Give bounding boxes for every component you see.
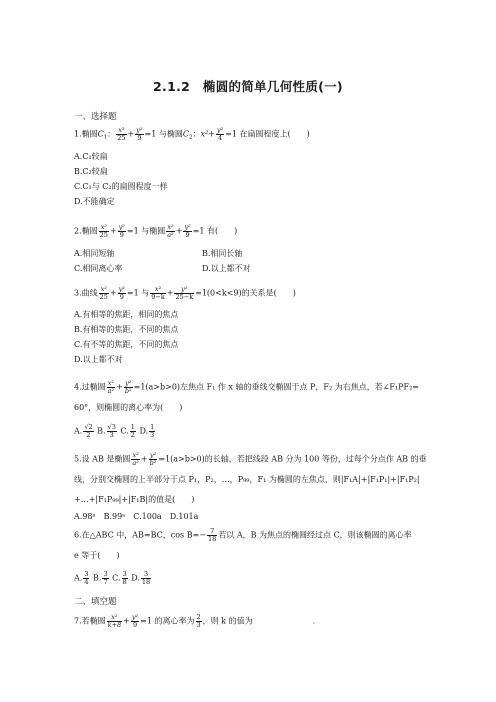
q1-colon: ： [192, 129, 201, 139]
q1-c1-sub: 1 [103, 134, 108, 141]
fraction: $\frac{\text{y²}}{9}$ [131, 613, 139, 629]
question-5-stem: 5.设 AB 是椭圆 $\frac{\text{x²}}{\text{a²}}$ + $\frac{\text{y²}}{\text{b²}}$ =1(a>b>0)的长轴，若把线段 AB 分为 100 等份，过每个分点作 AB 的垂 [74, 451, 427, 467]
question-1-stem [74, 127, 310, 144]
plus-sign: + [208, 129, 215, 139]
q2-option-b: B.相同长轴 [202, 249, 243, 258]
fraction: $\frac{3}{7}$ [103, 570, 108, 586]
question-5-line-2: 线，分别交椭圆的上半部分于点 P₁，P₂，…，P₉₉，F₁ 为椭圆的左焦点，则|F₁A|+|F₁P₁|+|F₁P₂| [74, 475, 420, 484]
fraction: $\frac{1}{2}$ [130, 423, 135, 439]
q1-text: 1.椭圆 [74, 129, 98, 139]
fraction: $\frac{\text{x²}}{9-k}$ [151, 285, 165, 301]
question-6-line-2: e 等于( ) [74, 551, 120, 560]
fraction: $\frac{3}{18}$ [141, 570, 151, 586]
q3-option-b: B.有相等的焦距，不同的焦点 [74, 325, 179, 334]
q1-c2-sub: 2 [189, 134, 193, 141]
section-fill-heading: 二、填空题 [74, 597, 117, 607]
fraction: $\frac{\text{x²}}{25}$ [117, 126, 126, 142]
question-4-stem: 4.过椭圆 $\frac{\text{x²}}{\text{a²}}$ + $\frac{\text{y²}}{\text{b²}}$ =1(a>b>0)左焦点 F₁ 作 x 轴的垂线交椭圆于点 P，F₂ 为右焦点，若∠F₁PF₂= [74, 379, 420, 395]
fraction: $\frac{√2}{2}$ [84, 423, 93, 439]
q1-text: =1 与椭圆 [144, 129, 183, 139]
section-choice-heading: 一、选择题 [74, 112, 117, 122]
fraction: $\frac{\text{y²}}{\text{b²}}$ [124, 379, 132, 395]
fraction: $\frac{\text{y²}}{9}$ [118, 223, 125, 239]
question-6-stem: 6.在△ABC 中，AB=BC，cos B=− $\frac{7}{18}$ 若以 A，B 为焦点的椭圆经过点 C，则该椭圆的离心率 [74, 527, 412, 543]
q1-option-d: D.不能确定 [74, 197, 115, 206]
plus-sign: + [127, 129, 135, 139]
question-4-line-2: 60°，则椭圆的离心率为( ) [74, 403, 183, 412]
q1-x2: x² [200, 129, 209, 139]
fraction: $\frac{\text{y²}}{9}$ [136, 126, 143, 142]
fraction: $\frac{\text{x²}}{k+8}$ [107, 613, 122, 629]
fraction: $\frac{√3}{3}$ [107, 423, 116, 439]
q2-option-a: A.相同短轴 [74, 249, 115, 258]
question-5-line-3: +…+|F₁P₉₉|+|F₁B|的值是( ) [74, 495, 195, 504]
q1-option-a: A.C₁较扁 [74, 152, 108, 161]
question-7-stem: 7.若椭圆 $\frac{\text{x²}}{k+8}$ + $\frac{\text{y²}}{9}$ =1 的离心率为 $\frac{2}{3}$ ，则 k 的值为 . [74, 613, 316, 629]
question-3-stem: 3.曲线 $\frac{\text{x²}}{25}$ + $\frac{\text{y²}}{9}$ =1 与 $\frac{\text{x²}}{9-k}$ + $\frac{\text{y²}}{25-k}$ =1(0<k<9)的关系是( ) [74, 285, 296, 301]
q1-colon: ： [107, 129, 116, 139]
fraction: $\frac{\text{x²}}{25}$ [99, 285, 108, 301]
q5-options: A.98ᵃ B.99ᵃ C.100a D.101a [74, 512, 199, 521]
fraction: $\frac{\text{y²}}{\text{b²}}$ [149, 451, 157, 467]
q1-c1: C [97, 129, 104, 139]
q1-c2: C [182, 129, 189, 139]
fraction: $\frac{2}{3}$ [196, 613, 201, 629]
page-title: 2.1.2 椭圆的简单几何性质(一) [153, 79, 343, 94]
q2-option-c: C.相同离心率 [74, 264, 123, 273]
fraction: $\frac{\text{x²}}{\text{a²}}$ [167, 223, 174, 239]
q3-option-c: C.有不等的焦距，不同的焦点 [74, 340, 179, 349]
fraction: $\frac{\text{x²}}{25}$ [99, 223, 108, 239]
q2-option-d: D.以上都不对 [202, 264, 251, 273]
q1-text: =1 在扁圆程度上( ) [225, 129, 310, 139]
fraction: $\frac{\text{y²}}{25-k}$ [175, 285, 194, 301]
question-2-stem: 2.椭圆 $\frac{\text{x²}}{25}$ + $\frac{\text{y²}}{9}$ =1 与椭圆 $\frac{\text{x²}}{\text{a²}}$ + $\frac{\text{y²}}{9}$ =1 有( ) [74, 223, 238, 239]
fraction: $\frac{\text{y²}}{4}$ [216, 126, 224, 142]
q3-option-d: D.以上都不对 [74, 355, 123, 364]
q4-options: A. $\frac{√2}{2}$ B. $\frac{√3}{3}$ C. $\frac{1}{2}$ D. $\frac{1}{3}$ [74, 423, 155, 439]
fraction: $\frac{\text{y²}}{9}$ [118, 285, 125, 301]
q6-options: A. $\frac{3}{4}$ B. $\frac{3}{7}$ C. $\frac{3}{8}$ D. $\frac{3}{18}$ [74, 570, 151, 586]
fraction: $\frac{\text{x²}}{\text{a²}}$ [107, 379, 115, 395]
fraction: $\frac{3}{8}$ [122, 570, 127, 586]
fraction: $\frac{7}{18}$ [208, 527, 217, 543]
q1-option-c: C.C₁与 C₂的扁圆程度一样 [74, 182, 168, 191]
q3-option-a: A.有相等的焦距，相同的焦点 [74, 310, 179, 319]
fraction: $\frac{\text{y²}}{9}$ [184, 223, 191, 239]
fraction: $\frac{1}{3}$ [150, 423, 155, 439]
q1-option-b: B.C₂较扁 [74, 167, 108, 176]
fraction: $\frac{3}{4}$ [84, 570, 89, 586]
fraction: $\frac{\text{x²}}{\text{a²}}$ [132, 451, 139, 467]
